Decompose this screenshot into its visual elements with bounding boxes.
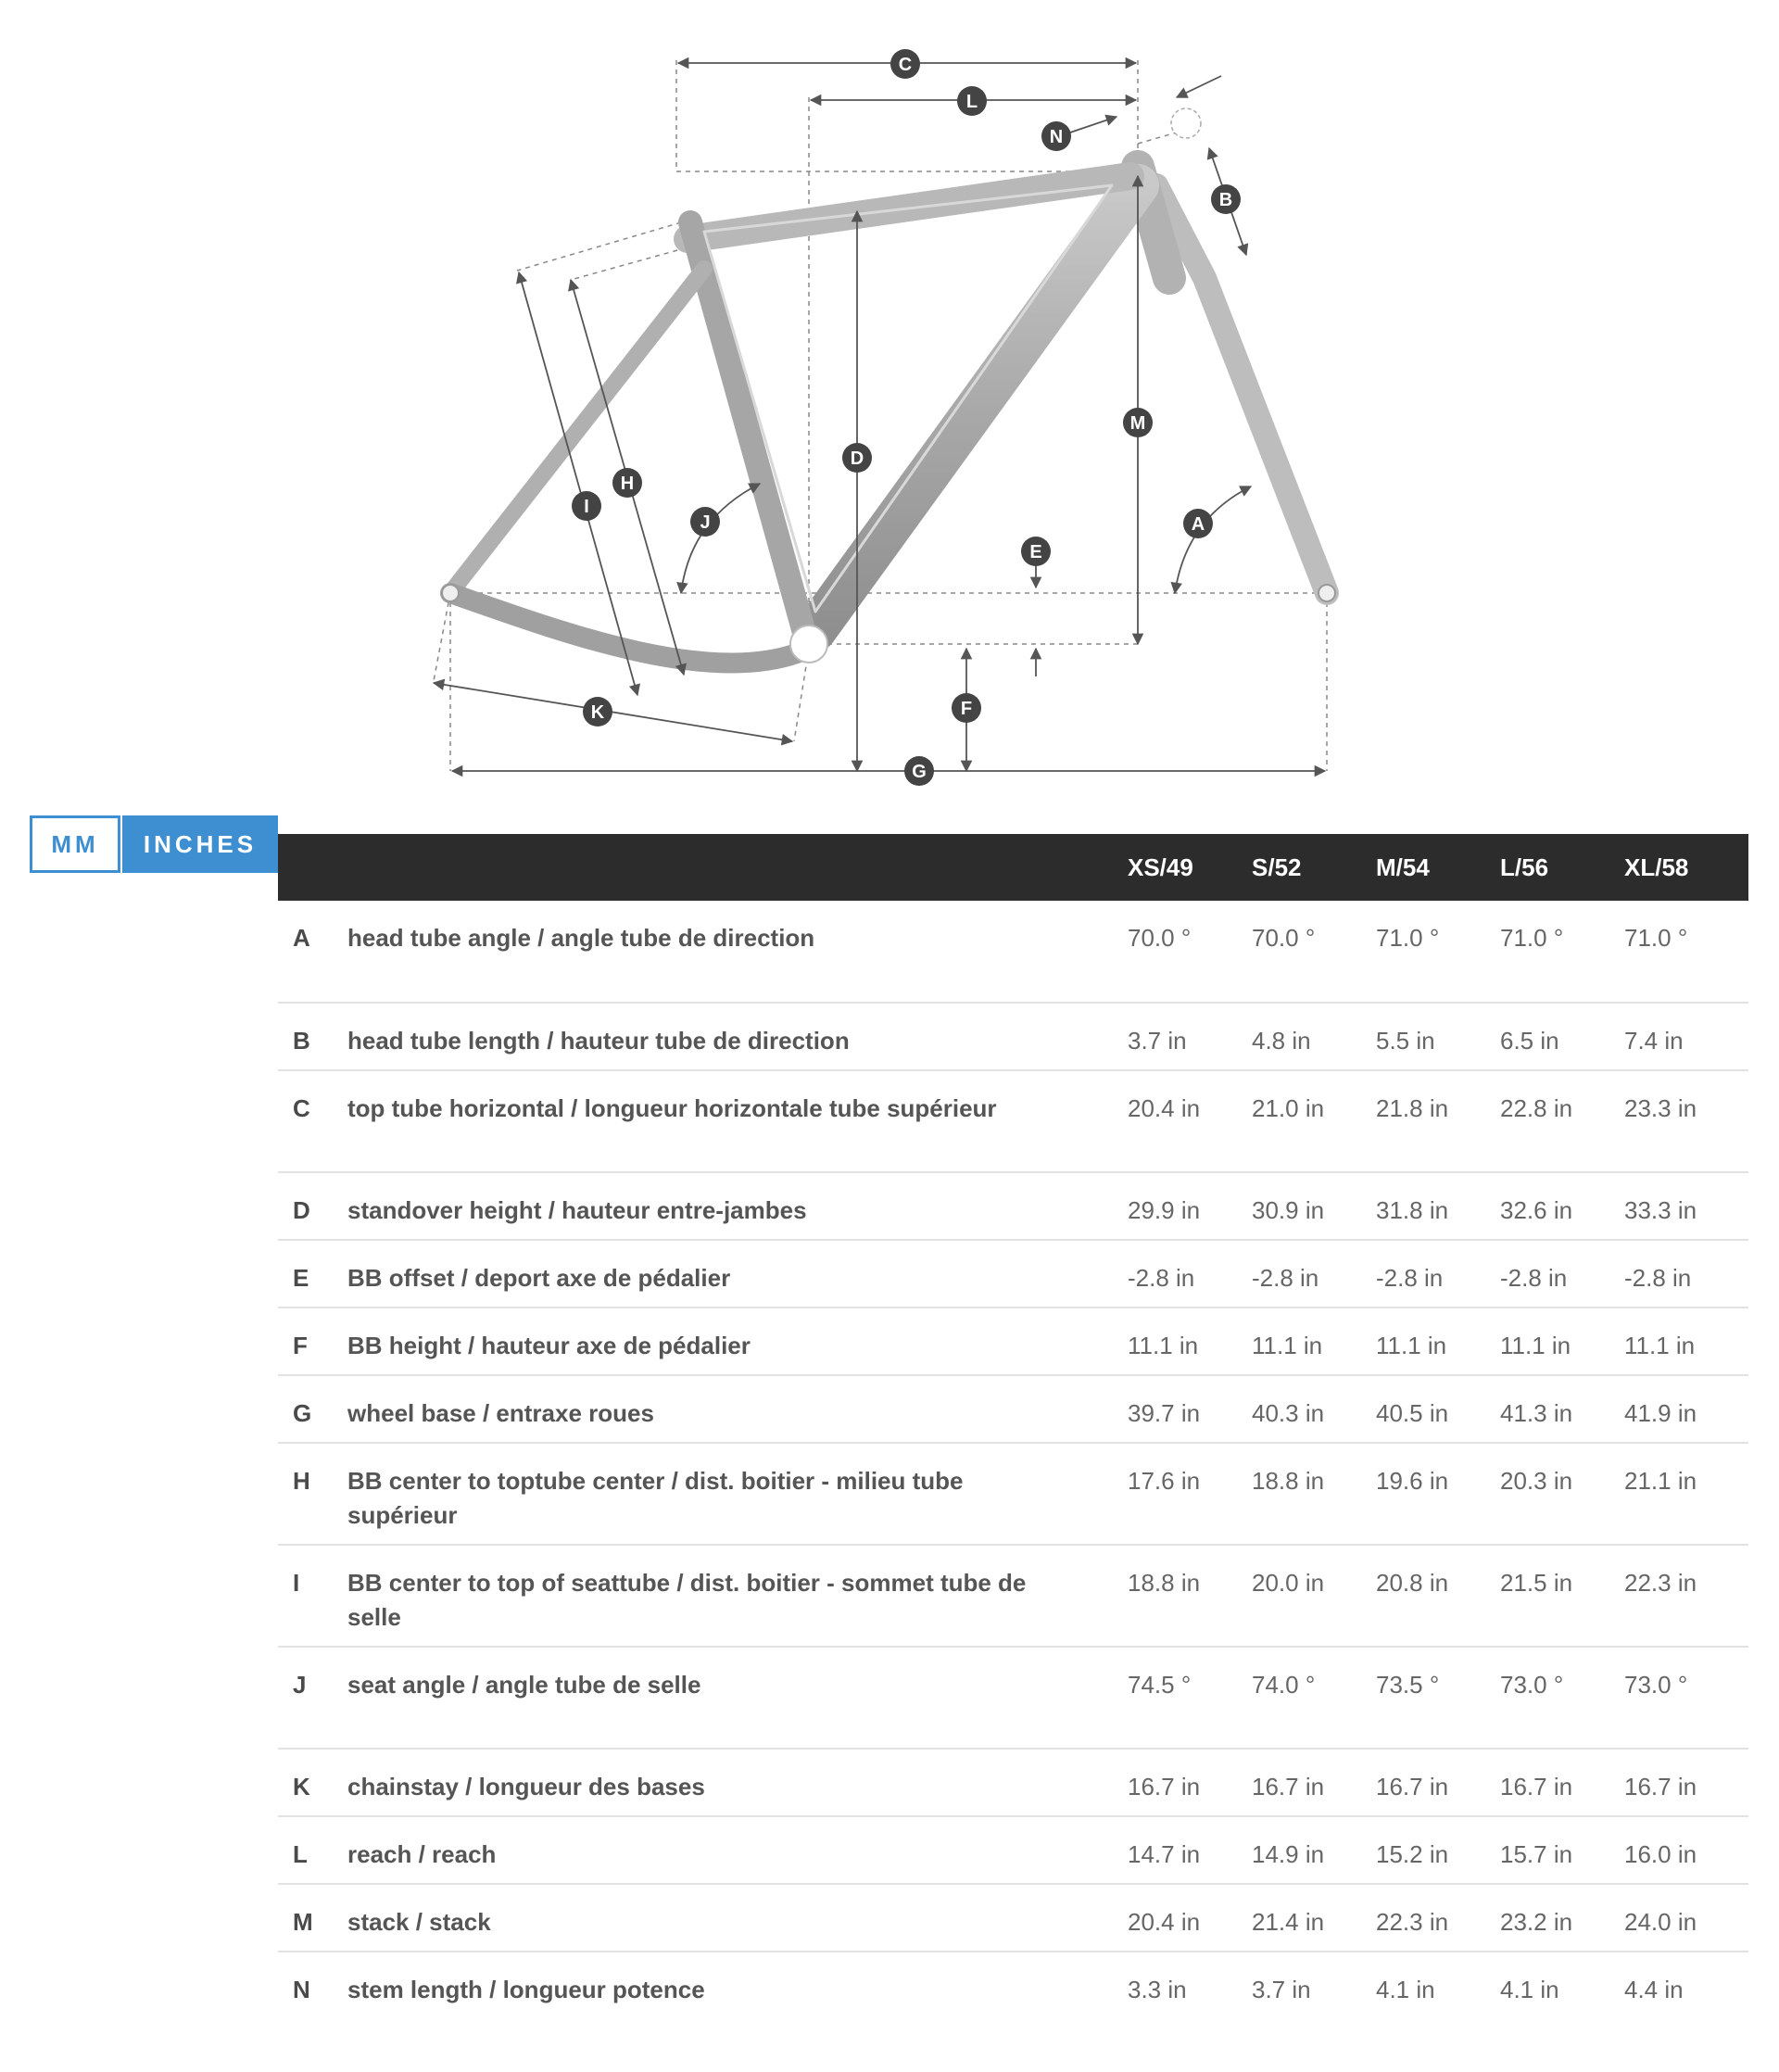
row-label: BB center to toptube center / dist. boitier - milieu tube supérieur [347,1467,964,1529]
svg-text:D: D [850,449,864,469]
row-value: 71.0 ° [1624,924,1688,952]
row-value: 11.1 in [1624,1332,1696,1359]
row-code: N [293,1976,310,2003]
row-value: 21.8 in [1376,1094,1449,1122]
row-value: 20.3 in [1500,1467,1573,1495]
row-value: 20.0 in [1252,1569,1325,1597]
svg-text:K: K [590,702,605,723]
row-value: 23.2 in [1500,1908,1573,1936]
row-label: wheel base / entraxe roues [347,1399,654,1427]
table-row [278,1816,1748,1884]
svg-text:I: I [584,497,589,517]
row-value: 20.8 in [1376,1569,1449,1597]
row-value: 31.8 in [1376,1196,1449,1224]
callout-b [1211,184,1241,214]
row-code: J [293,1671,307,1699]
row-label: seat angle / angle tube de selle [347,1671,701,1699]
svg-text:G: G [912,762,927,782]
row-value: 3.7 in [1252,1976,1311,2003]
row-value: 16.0 in [1624,1840,1697,1868]
table-row [278,1308,1748,1375]
row-code: F [293,1332,308,1359]
size-header: L/56 [1500,853,1549,881]
row-value: 7.4 in [1624,1027,1684,1055]
row-value: 24.0 in [1624,1908,1697,1936]
size-header: XS/49 [1128,853,1193,881]
row-value: 21.4 in [1252,1908,1325,1936]
row-code: K [293,1773,310,1800]
rear-dropout [442,585,459,601]
row-value: 14.9 in [1252,1840,1325,1868]
row-value: 20.4 in [1128,1908,1201,1936]
row-value: 32.6 in [1500,1196,1573,1224]
row-value: 40.3 in [1252,1399,1325,1427]
row-value: 15.2 in [1376,1840,1449,1868]
row-label: stem length / longueur potence [347,1976,705,2003]
callout-m [1123,408,1153,437]
row-label: chainstay / longueur des bases [347,1773,705,1800]
svg-text:F: F [960,699,973,719]
row-value: 73.0 ° [1500,1671,1564,1699]
row-value: 22.3 in [1624,1569,1697,1597]
row-value: 3.7 in [1128,1027,1187,1055]
row-value: -2.8 in [1128,1264,1195,1292]
row-code: B [293,1027,310,1055]
row-value: -2.8 in [1376,1264,1444,1292]
svg-text:H: H [620,474,635,494]
table-row [278,1240,1748,1308]
size-header: XL/58 [1624,853,1689,881]
row-value: 74.0 ° [1252,1671,1316,1699]
row-label: top tube horizontal / longueur horizontale tube supérieur [347,1094,997,1122]
row-code: I [293,1569,300,1597]
row-value: 33.3 in [1624,1196,1697,1224]
bottom-bracket [790,625,827,663]
row-code: G [293,1399,312,1427]
row-value: 41.3 in [1500,1399,1573,1427]
row-value: -2.8 in [1252,1264,1319,1292]
table-row [278,1172,1748,1240]
size-header: M/54 [1376,853,1430,881]
unit-toggle [30,815,278,873]
callout-e [1021,537,1051,566]
row-value: 19.6 in [1376,1467,1449,1495]
dimension-arrows [434,63,1325,771]
callout-k [583,697,612,726]
row-value: 18.8 in [1252,1467,1325,1495]
bike-frame [450,167,1327,663]
row-value: 4.4 in [1624,1976,1684,2003]
row-value: 11.1 in [1376,1332,1447,1359]
row-value: 74.5 ° [1128,1671,1192,1699]
row-value: 29.9 in [1128,1196,1201,1224]
row-value: 40.5 in [1376,1399,1449,1427]
row-value: 22.3 in [1376,1908,1449,1936]
row-value: 70.0 ° [1128,924,1192,952]
row-value: 4.1 in [1376,1976,1435,2003]
row-value: 5.5 in [1376,1027,1435,1055]
row-value: 18.8 in [1128,1569,1201,1597]
row-label: head tube length / hauteur tube de direction [347,1027,850,1055]
row-code: A [293,924,310,952]
front-dropout [1318,585,1335,601]
row-value: 21.0 in [1252,1094,1325,1122]
table-header-row [278,834,1748,901]
row-value: 22.8 in [1500,1094,1573,1122]
row-label: reach / reach [347,1840,497,1868]
row-value: 14.7 in [1128,1840,1201,1868]
row-label: head tube angle / angle tube de direction [347,924,815,952]
svg-text:N: N [1049,127,1064,147]
row-value: 30.9 in [1252,1196,1325,1224]
row-value: 21.5 in [1500,1569,1573,1597]
table-row [278,1443,1748,1545]
row-code: D [293,1196,310,1224]
callout-n [1041,121,1071,151]
row-code: H [293,1467,310,1495]
header-blank [347,834,1128,901]
row-value: 21.1 in [1624,1467,1697,1495]
svg-text:M: M [1129,413,1146,434]
row-value: 23.3 in [1624,1094,1697,1122]
table-row [278,1003,1748,1070]
row-value: 6.5 in [1500,1027,1559,1055]
row-value: -2.8 in [1624,1264,1692,1292]
row-value: 70.0 ° [1252,924,1316,952]
row-value: 16.7 in [1376,1773,1449,1800]
callout-h [612,468,642,498]
row-value: 73.0 ° [1624,1671,1688,1699]
table-body [278,901,1748,2019]
svg-text:J: J [700,512,711,533]
svg-text:C: C [898,55,913,75]
row-value: 16.7 in [1500,1773,1573,1800]
callout-j [690,507,720,537]
table-row [278,1070,1748,1172]
row-value: 11.1 in [1500,1332,1571,1359]
unit-inches-button[interactable]: INCHES [122,815,278,873]
callout-c [890,49,920,79]
row-label: standover height / hauteur entre-jambes [347,1196,807,1224]
table-row [278,1647,1748,1749]
row-code: E [293,1264,309,1292]
row-label: stack / stack [347,1908,491,1936]
row-label: BB offset / deport axe de pédalier [347,1264,731,1292]
callout-l [957,86,987,116]
size-header: S/52 [1252,853,1302,881]
row-value: 16.7 in [1128,1773,1201,1800]
table-row [278,901,1748,1003]
callout-d [842,443,872,473]
callout-i [572,491,601,521]
row-value: 11.1 in [1128,1332,1199,1359]
row-value: 20.4 in [1128,1094,1201,1122]
row-value: 39.7 in [1128,1399,1201,1427]
row-label: BB center to top of seattube / dist. boitier - sommet tube de selle [347,1569,1027,1631]
frame-geometry-diagram [408,19,1371,797]
stem-clamp [1171,108,1201,138]
callout-g [904,756,934,786]
row-value: 4.8 in [1252,1027,1311,1055]
row-code: M [293,1908,313,1936]
row-value: 4.1 in [1500,1976,1559,2003]
row-value: 71.0 ° [1500,924,1564,952]
svg-text:A: A [1191,514,1205,535]
table-row [278,1749,1748,1816]
guide-lines [434,60,1327,771]
row-value: 16.7 in [1624,1773,1697,1800]
table-row [278,1375,1748,1443]
svg-text:B: B [1218,190,1233,210]
callout-a [1183,509,1213,538]
row-value: 15.7 in [1500,1840,1573,1868]
unit-mm-button[interactable]: MM [30,815,120,873]
row-value: 17.6 in [1128,1467,1201,1495]
svg-text:L: L [965,92,978,112]
table-row [278,1884,1748,1952]
table-row [278,1952,1748,2019]
row-code: C [293,1094,310,1122]
row-value: -2.8 in [1500,1264,1568,1292]
row-label: BB height / hauteur axe de pédalier [347,1332,751,1359]
row-value: 16.7 in [1252,1773,1325,1800]
row-value: 73.5 ° [1376,1671,1440,1699]
geometry-table [278,834,1748,2019]
row-code: L [293,1840,308,1868]
svg-text:E: E [1029,542,1042,562]
table-row [278,1545,1748,1647]
callout-f [952,693,981,723]
header-blank [278,834,347,901]
row-value: 41.9 in [1624,1399,1697,1427]
row-value: 71.0 ° [1376,924,1440,952]
row-value: 11.1 in [1252,1332,1323,1359]
row-value: 3.3 in [1128,1976,1187,2003]
